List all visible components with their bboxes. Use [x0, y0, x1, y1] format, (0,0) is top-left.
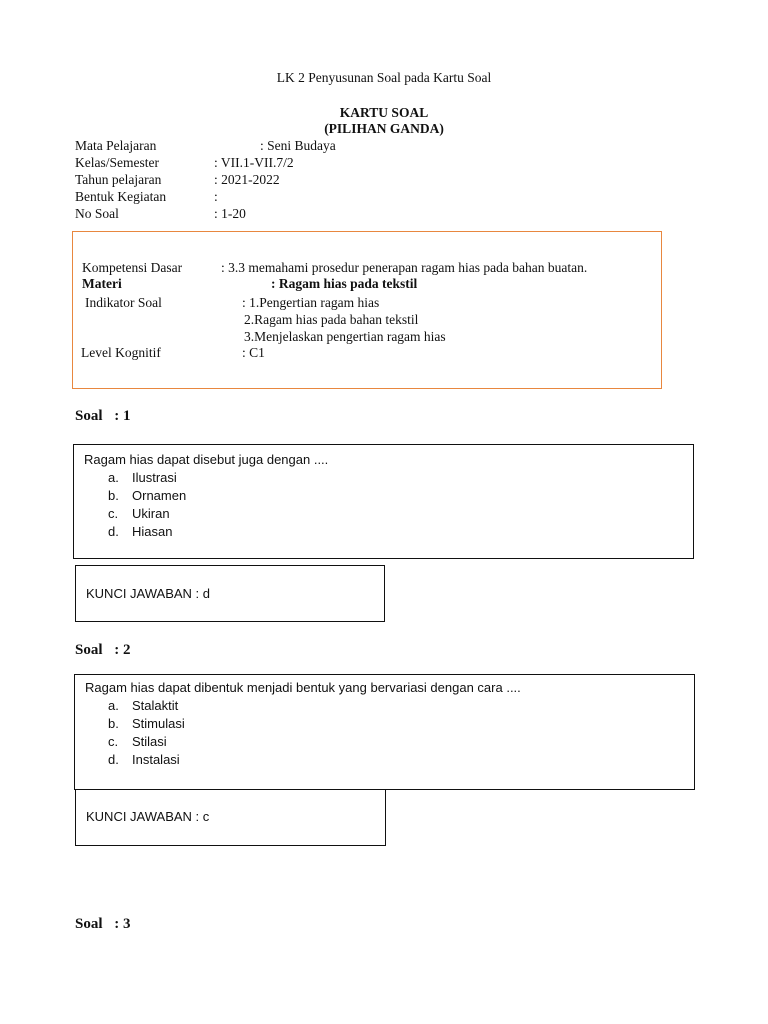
info-value-class: : VII.1-VII.7/2 [214, 155, 294, 170]
question-heading-1 [75, 408, 131, 425]
card-subtitle: (PILIHAN GANDA) [324, 121, 444, 136]
question-heading-3 [75, 916, 131, 933]
info-label-question-no: No Soal [75, 206, 119, 221]
question-heading-number: : 1 [114, 408, 131, 424]
indikator-item-3: 3.Menjelaskan pengertian ragam hias [244, 329, 446, 344]
question-text-1: Ragam hias dapat disebut juga dengan .... [84, 452, 329, 467]
answer-key-box-1 [75, 565, 385, 622]
question-box-2 [74, 674, 695, 790]
option-d [108, 752, 180, 767]
option-text: Ilustrasi [132, 470, 177, 485]
option-text: Stimulasi [132, 716, 185, 731]
question-text-2: Ragam hias dapat dibentuk menjadi bentuk yang bervariasi dengan cara .... [85, 680, 521, 695]
kd-label: Kompetensi Dasar [82, 260, 183, 275]
info-value-question-no: : 1-20 [214, 206, 246, 221]
option-text: Instalasi [132, 752, 180, 767]
option-letter: c. [108, 506, 119, 521]
info-value-year: : 2021-2022 [214, 172, 280, 187]
info-label-year: Tahun pelajaran [75, 172, 162, 187]
info-value-subject: : Seni Budaya [260, 138, 336, 153]
indikator-item-2: 2.Ragam hias pada bahan tekstil [244, 312, 419, 327]
answer-key-2: KUNCI JAWABAN : c [86, 809, 210, 824]
option-b [108, 716, 185, 731]
option-letter: b. [108, 488, 119, 503]
option-b [108, 488, 186, 503]
option-a [108, 470, 177, 485]
option-a [108, 698, 178, 713]
kd-value: : 3.3 memahami prosedur penerapan ragam hias pada bahan buatan. [221, 260, 588, 275]
info-label-subject: Mata Pelajaran [75, 138, 157, 153]
indikator-item-1: : 1.Pengertian ragam hias [242, 295, 380, 310]
question-heading-number: : 3 [114, 916, 131, 932]
answer-key-box-2 [75, 789, 386, 846]
question-heading-2 [75, 642, 131, 659]
option-text: Stilasi [132, 734, 167, 749]
option-d [108, 524, 172, 539]
question-heading-label: Soal [75, 408, 103, 424]
option-c [108, 734, 167, 749]
document-top-title: LK 2 Penyusunan Soal pada Kartu Soal [276, 70, 492, 85]
option-text: Hiasan [132, 524, 173, 539]
info-label-activity: Bentuk Kegiatan [75, 189, 167, 204]
question-heading-label: Soal [75, 642, 103, 658]
option-letter: c. [108, 734, 119, 749]
option-text: Ukiran [132, 506, 170, 521]
option-letter: a. [108, 470, 119, 485]
option-text: Stalaktit [132, 698, 179, 713]
indikator-label: Indikator Soal [85, 295, 162, 310]
level-label: Level Kognitif [81, 345, 161, 360]
info-label-class: Kelas/Semester [75, 155, 159, 170]
question-heading-label: Soal [75, 916, 103, 932]
question-box-1 [73, 444, 694, 559]
option-c [108, 506, 170, 521]
option-letter: d. [108, 524, 119, 539]
option-letter: d. [108, 752, 119, 767]
option-letter: a. [108, 698, 119, 713]
option-letter: b. [108, 716, 119, 731]
info-value-activity: : [214, 189, 218, 204]
option-text: Ornamen [132, 488, 187, 503]
card-title: KARTU SOAL [339, 105, 429, 120]
answer-key-1: KUNCI JAWABAN : d [86, 586, 211, 601]
materi-value: : Ragam hias pada tekstil [271, 276, 418, 291]
question-heading-number: : 2 [114, 642, 131, 658]
materi-label: Materi [82, 276, 122, 291]
competency-box [72, 231, 662, 389]
level-value: : C1 [242, 345, 265, 360]
